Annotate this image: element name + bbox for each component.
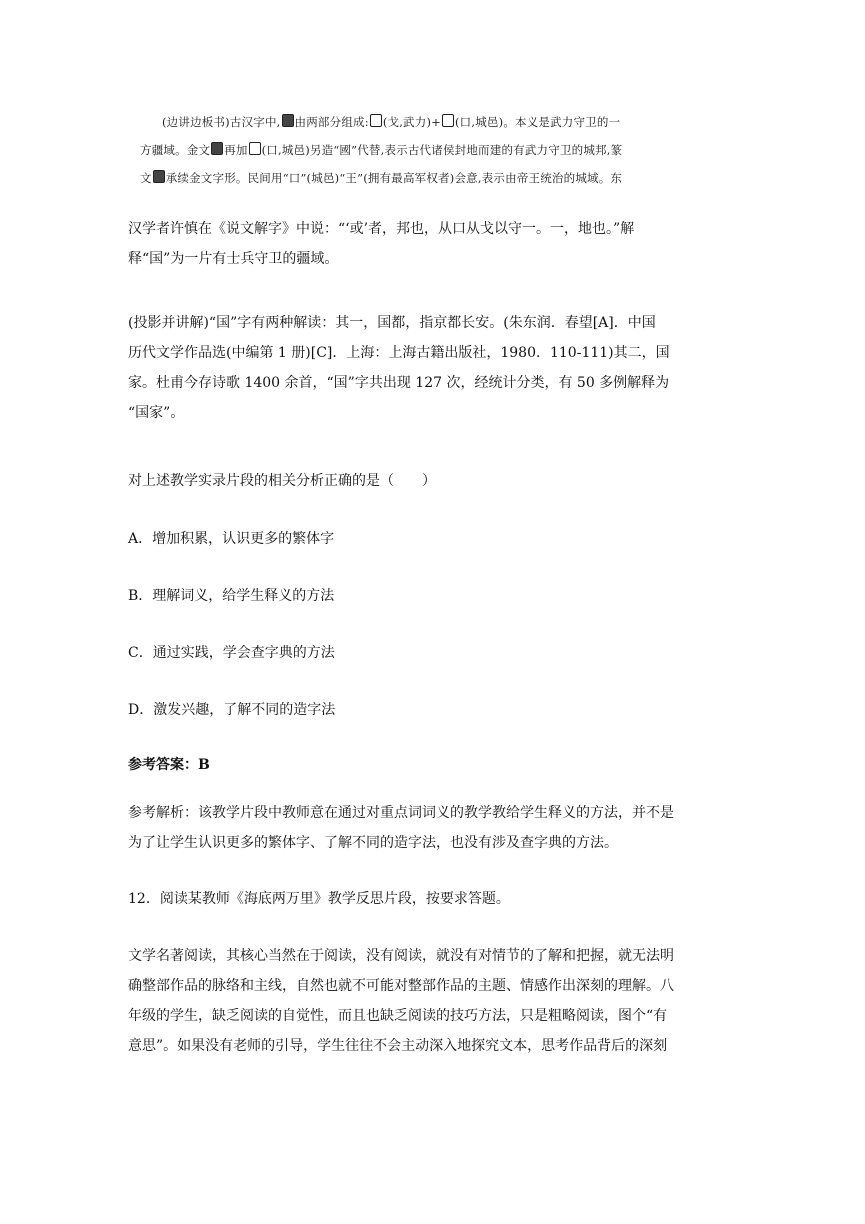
answer-heading — [128, 750, 738, 780]
text-line: 家。杜甫今存诗歌 1400 余首，“国”字共出现 127 次，经统计分类，有 50 多例解释为 — [128, 375, 670, 391]
excerpt-text: (边讲边板书)古汉字中, — [162, 115, 281, 129]
question-stem — [128, 466, 738, 496]
excerpt-line-1 — [140, 108, 700, 136]
text-line: 确整部作品的脉络和主线，自然也就不可能对整部作品的主题、情感作出深刻的理解。八 — [128, 978, 674, 994]
text-line: “国家”。 — [128, 405, 185, 421]
option-text: A．增加积累，认识更多的繁体字 — [128, 531, 335, 547]
excerpt-line-2 — [140, 136, 700, 164]
analysis-paragraph — [128, 798, 738, 858]
kou-radical-glyph-icon — [442, 114, 454, 127]
question-text: 对上述教学实录片段的相关分析正确的是（ ） — [128, 473, 436, 489]
question-12-heading — [128, 884, 738, 914]
answer-text: 参考答案：B — [128, 757, 210, 773]
excerpt-line-3 — [140, 164, 700, 192]
text-line: 文学名著阅读，其核心当然在于阅读，没有阅读，就没有对情节的了解和把握，就无法明 — [128, 948, 674, 964]
option-d — [128, 695, 738, 725]
question-text: 12．阅读某教师《海底两万里》教学反思片段，按要求答题。 — [128, 891, 510, 907]
reflection-paragraph — [128, 941, 738, 1061]
excerpt-text: (口,城邑)。本义是武力守卫的一 — [454, 115, 621, 129]
ancient-character-glyph-icon — [282, 114, 294, 127]
option-text: D．激发兴趣，了解不同的造字法 — [128, 702, 336, 718]
option-b — [128, 581, 738, 611]
seal-script-glyph-icon — [153, 170, 165, 183]
excerpt-text: 再加 — [224, 143, 248, 157]
excerpt-text: 方疆域。金文 — [140, 143, 211, 157]
bronze-script-glyph-icon — [211, 142, 223, 155]
text-line: (投影并讲解)“国”字有两种解读：其一，国都，指京都长安。(朱东润．春望[A]．中国 — [128, 315, 656, 331]
scanned-excerpt — [140, 108, 700, 192]
excerpt-text: (戈,武力)+ — [382, 115, 441, 129]
option-text: B．理解词义，给学生释义的方法 — [128, 588, 335, 604]
text-line: 汉学者许慎在《说文解字》中说：“‘或’者，邦也，从口从戈以守一。一，地也。”解 — [128, 221, 635, 237]
excerpt-text: 承续金文字形。民间用“口”(城邑)“王”(拥有最高军权者)会意,表示由帝王统治的城域。东 — [165, 171, 623, 185]
paragraph-explanation — [128, 308, 738, 428]
excerpt-text: 由两部分组成: — [294, 115, 369, 129]
excerpt-text: (口,城邑)另造“國”代替,表示古代诸侯封地而建的有武力守卫的城邦,篆 — [261, 143, 623, 157]
text-line: 年级的学生，缺乏阅读的自觉性，而且也缺乏阅读的技巧方法，只是粗略阅读，图个“有 — [128, 1008, 668, 1024]
text-line: 历代文学作品选(中编第 1 册)[C]．上海：上海古籍出版社，1980．110-111)其二，国 — [128, 345, 670, 361]
option-text: C．通过实践，学会查字典的方法 — [128, 645, 335, 661]
excerpt-text: 文 — [140, 171, 152, 185]
text-line: 参考解析：该教学片段中教师意在通过对重点词词义的教学教给学生释义的方法，并不是 — [128, 805, 674, 821]
text-line: 为了让学生认识更多的繁体字、了解不同的造字法，也没有涉及查字典的方法。 — [128, 835, 618, 851]
paragraph-shuowen — [128, 214, 738, 274]
option-c — [128, 638, 738, 668]
option-a — [128, 524, 738, 554]
text-line: 意思”。如果没有老师的引导，学生往往不会主动深入地探究文本，思考作品背后的深刻 — [128, 1038, 668, 1054]
text-line: 释“国”为一片有士兵守卫的疆域。 — [128, 251, 339, 267]
ge-radical-glyph-icon — [370, 114, 382, 127]
enclosure-glyph-icon — [249, 142, 261, 155]
